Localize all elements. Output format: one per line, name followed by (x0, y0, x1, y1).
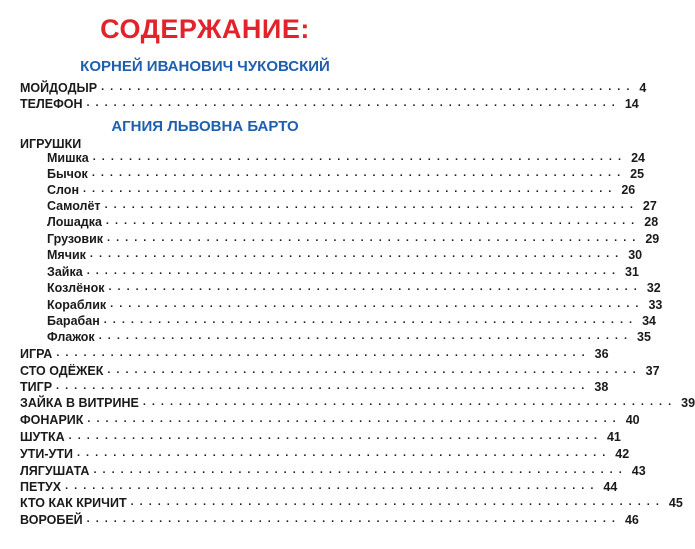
toc-entry-page: 29 (645, 232, 660, 246)
toc-entry-page: 45 (668, 496, 683, 510)
toc-entry-page: 4 (639, 81, 647, 95)
toc-entry-title: ФОНАРИК (20, 413, 84, 427)
toc-entry-title: ТИГР (20, 380, 53, 394)
dot-leader: ........................................................... (105, 215, 641, 227)
author-heading-barto: АГНИЯ ЛЬВОВНА БАРТО (111, 118, 299, 135)
toc-entry-page: 26 (621, 183, 636, 197)
toc-entry-page: 25 (630, 167, 645, 181)
dot-leader: ........................................................... (86, 265, 622, 277)
toc-entry-page: 33 (648, 298, 663, 312)
toc-entry-title: ТЕЛЕФОН (20, 97, 83, 111)
toc-entry-page: 24 (631, 151, 645, 165)
toc-entry-page: 37 (645, 364, 660, 378)
toc-subentry[interactable] (47, 180, 636, 197)
toc-subentry[interactable] (47, 327, 651, 344)
dot-leader: ........................................................... (142, 396, 678, 408)
toc-entry-page: 42 (615, 447, 630, 461)
dot-leader: ........................................................... (83, 183, 618, 195)
toc-subentry[interactable] (47, 164, 645, 181)
toc-entry-title: УТИ-УТИ (20, 447, 73, 461)
toc-subentry[interactable] (47, 278, 661, 295)
toc-entry-page: 44 (603, 480, 618, 494)
toc-entry[interactable] (20, 361, 660, 378)
toc-entry-page: 34 (642, 314, 656, 328)
toc-entry-title: СТО ОДЁЖЕК (20, 364, 104, 378)
toc-entry-title: Кораблик (47, 298, 107, 312)
dot-leader: ........................................................... (101, 81, 636, 93)
dot-leader: ........................................................... (110, 298, 645, 310)
toc-entry-title: Барабан (47, 314, 100, 328)
toc-entry-title: МОЙДОДЫР (20, 81, 98, 95)
toc-subentry[interactable] (47, 196, 657, 213)
toc-entry-page: 30 (628, 248, 643, 262)
dot-leader: ........................................................... (86, 513, 621, 525)
toc-entry[interactable] (20, 78, 647, 95)
dot-leader: ........................................................... (76, 447, 612, 459)
dot-leader: ........................................................... (130, 496, 665, 508)
dot-leader: ........................................................... (56, 347, 591, 359)
toc-entry[interactable] (20, 410, 640, 427)
toc-entry-title: Флажок (47, 330, 95, 344)
toc-subentry[interactable] (47, 229, 660, 246)
toc-entry-page: 35 (637, 330, 651, 344)
toc-entry-page: 40 (625, 413, 640, 427)
toc-entry[interactable] (20, 94, 639, 111)
toc-entry-page: 28 (644, 215, 659, 229)
dot-leader: ........................................................... (87, 413, 622, 425)
toc-entry-page: 39 (681, 396, 695, 410)
toc-subentry[interactable] (47, 295, 663, 312)
toc-entry-title: ЗАЙКА В ВИТРИНЕ (20, 396, 139, 410)
dot-leader: ........................................................... (86, 97, 621, 109)
toc-entry-title: Мячик (47, 248, 86, 262)
toc-entry[interactable] (20, 493, 683, 510)
toc-entry-title: Мишка (47, 151, 89, 165)
toc-entry-title: Козлёнок (47, 281, 105, 295)
toc-entry-title: ВОРОБЕЙ (20, 513, 83, 527)
toc-subentry[interactable] (47, 311, 656, 328)
toc-entry-title: ЛЯГУШАТА (20, 464, 90, 478)
toc-entry[interactable] (20, 444, 630, 461)
dot-leader: ........................................................... (65, 480, 600, 492)
toc-entry-title: Грузовик (47, 232, 104, 246)
toc-entry-page: 41 (606, 430, 621, 444)
toc-entry[interactable] (20, 461, 646, 478)
dot-leader: ........................................................... (68, 430, 603, 442)
toc-entry-page: 32 (646, 281, 661, 295)
toc-entry-title: Бычок (47, 167, 88, 181)
toc-entry-page: 38 (594, 380, 609, 394)
toc-entry-title: ПЕТУХ (20, 480, 62, 494)
toc-entry-title: ИГРА (20, 347, 53, 361)
toc-entry[interactable] (20, 377, 609, 394)
toc-entry-page: 36 (594, 347, 609, 361)
toc-entry-page: 27 (642, 199, 657, 213)
toc-entry-page: 43 (631, 464, 646, 478)
author-heading-chukovsky: КОРНЕЙ ИВАНОВИЧ ЧУКОВСКИЙ (80, 58, 330, 75)
toc-subentry[interactable] (47, 212, 659, 229)
toc-entry[interactable] (20, 344, 609, 361)
dot-leader: ........................................................... (91, 167, 627, 179)
toc-entry-page: 14 (624, 97, 639, 111)
toc-subentry[interactable] (47, 262, 639, 279)
toc-entry-title: ШУТКА (20, 430, 65, 444)
dot-leader: ........................................................... (92, 151, 628, 163)
dot-leader: ........................................................... (107, 364, 642, 376)
page-title: СОДЕРЖАНИЕ: (100, 14, 310, 44)
toc-entry[interactable] (20, 427, 621, 444)
dot-leader: ........................................................... (56, 380, 591, 392)
toc-entry-title: КТО КАК КРИЧИТ (20, 496, 127, 510)
dot-leader: ........................................................... (98, 330, 634, 342)
dot-leader: ........................................................... (93, 464, 628, 476)
toc-entry-title: Самолёт (47, 199, 101, 213)
toc-entry-title: Зайка (47, 265, 83, 279)
toc-subentry[interactable] (47, 148, 645, 165)
dot-leader: ........................................................... (103, 314, 639, 326)
toc-entry[interactable] (20, 393, 695, 410)
dot-leader: ........................................................... (108, 281, 643, 293)
toc-entry[interactable] (20, 477, 618, 494)
toc-entry-title: Лошадка (47, 215, 102, 229)
section-heading-toys: ИГРУШКИ (20, 137, 82, 151)
toc-entry-page: 46 (624, 513, 639, 527)
toc-subentry[interactable] (47, 245, 643, 262)
toc-entry[interactable] (20, 510, 639, 527)
toc-entry-page: 31 (625, 265, 639, 279)
dot-leader: ........................................................... (107, 232, 642, 244)
dot-leader: ........................................................... (104, 199, 639, 211)
toc-entry-title: Слон (47, 183, 79, 197)
dot-leader: ........................................................... (89, 248, 625, 260)
